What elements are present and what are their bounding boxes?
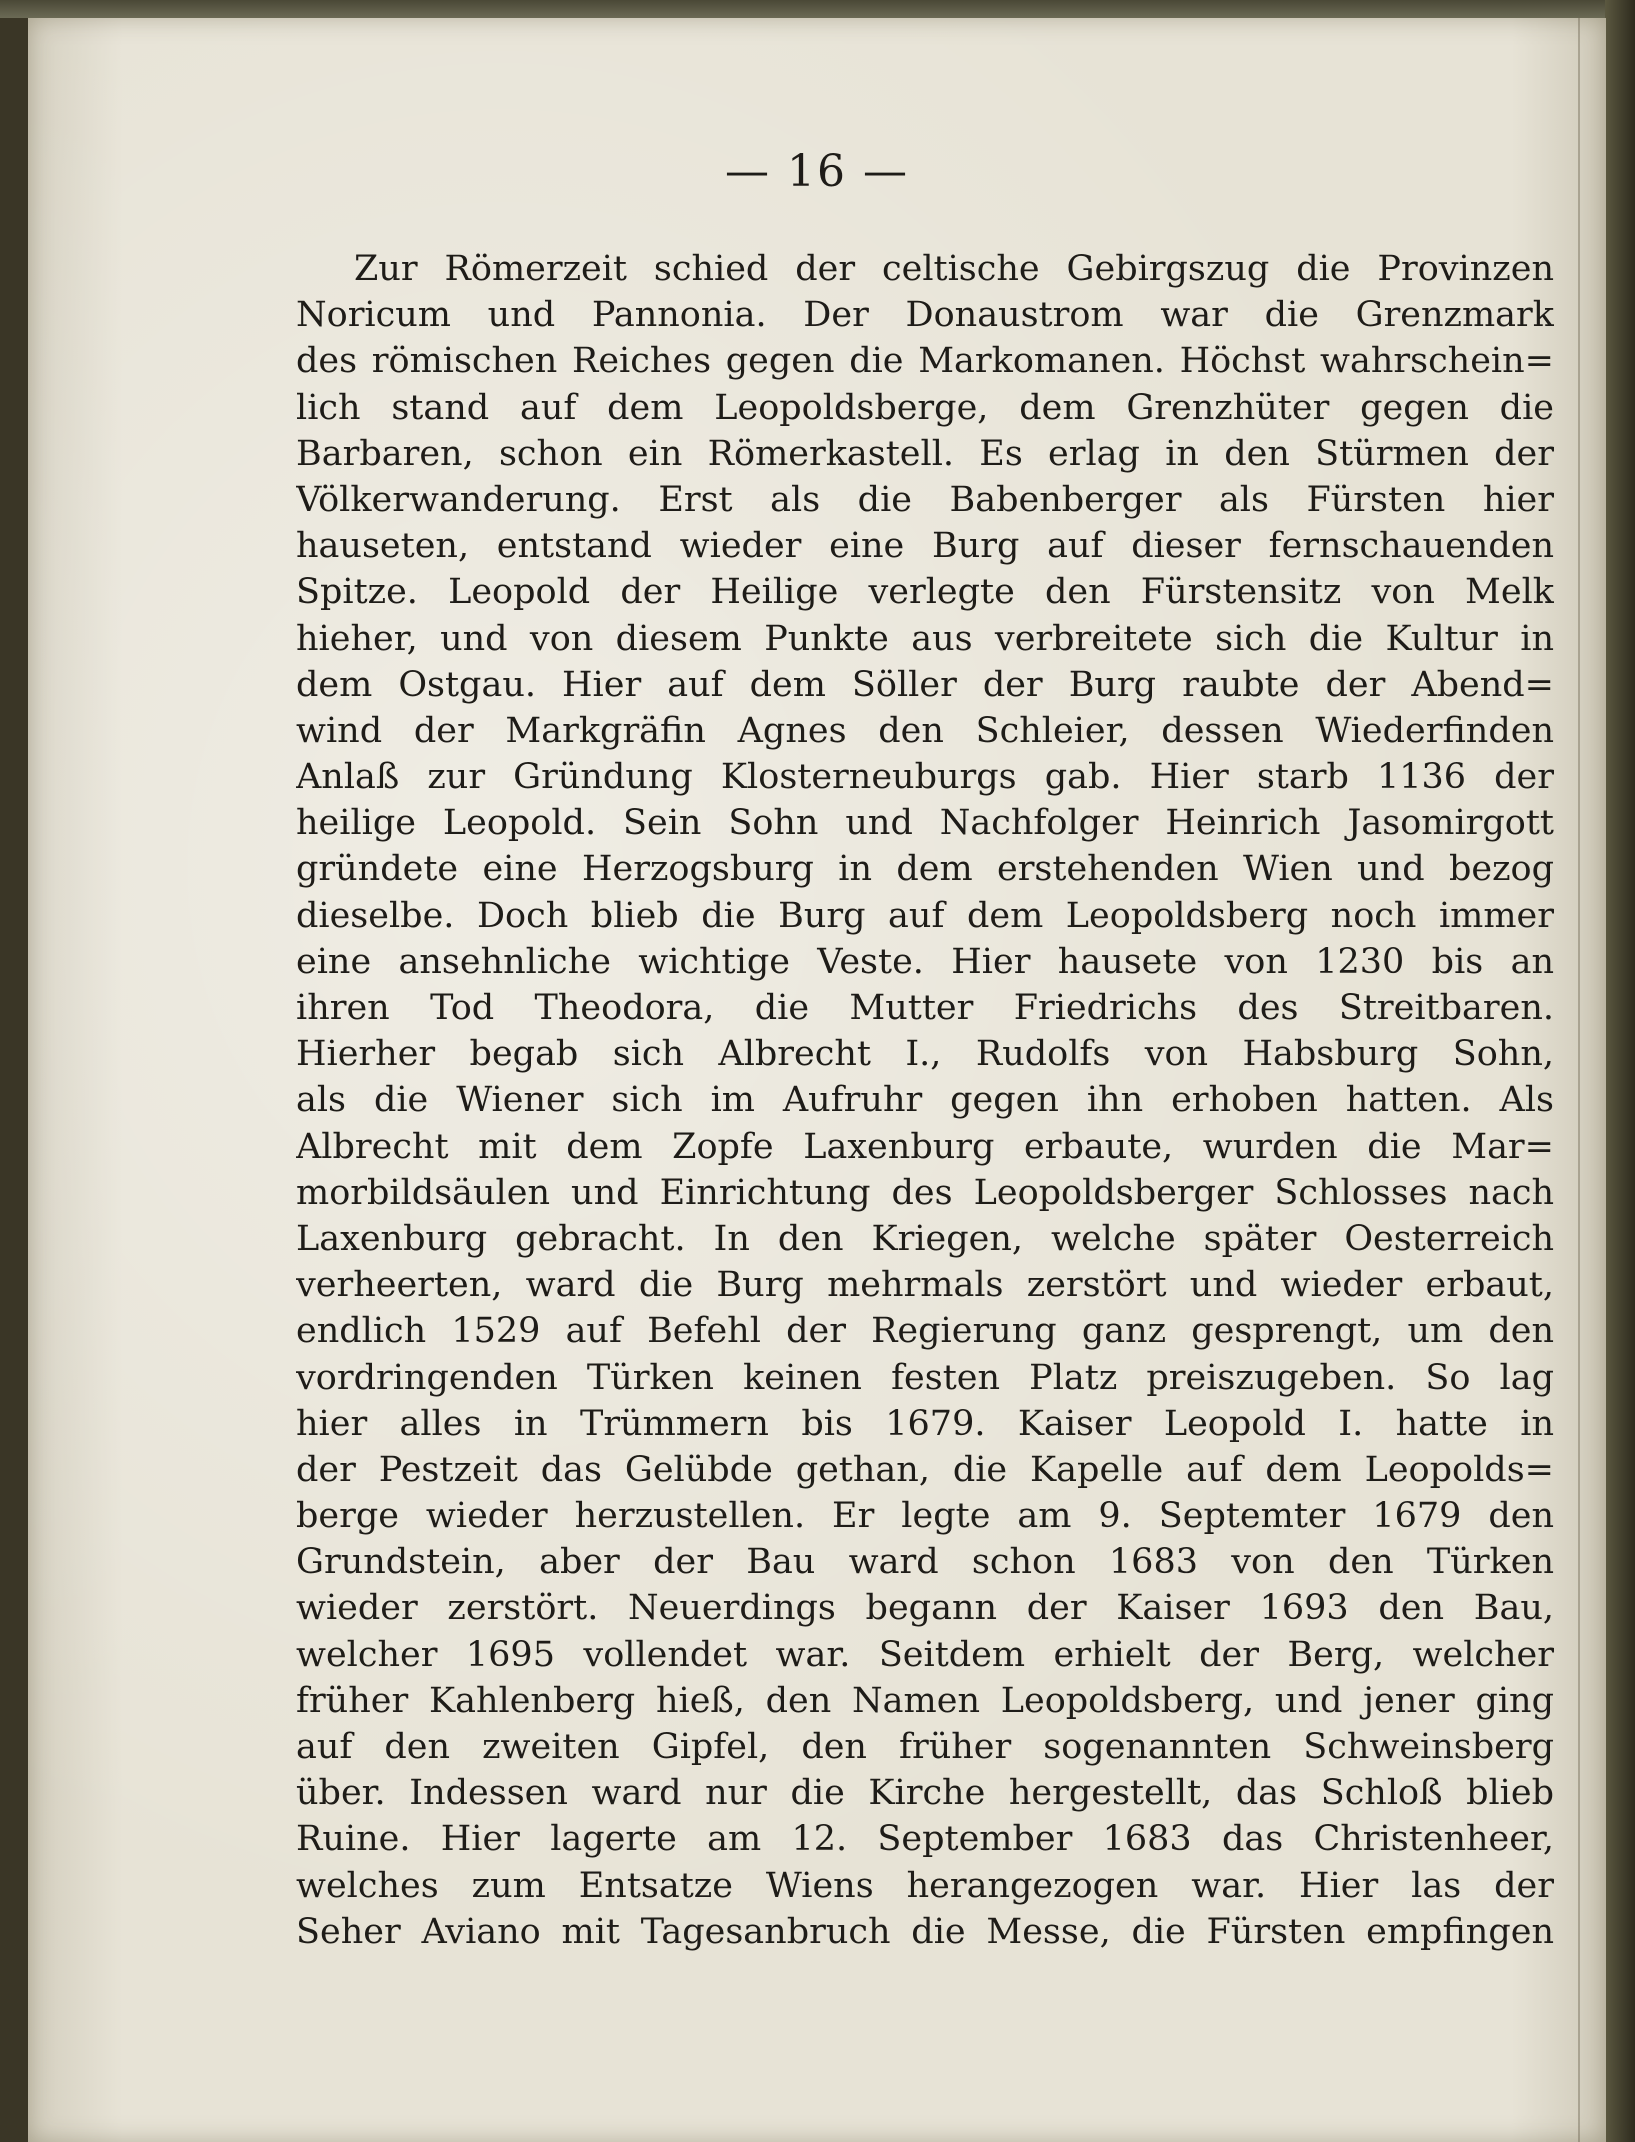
text-line: Völkerwanderung. Erst als die Babenberger als Fürsten hier	[296, 479, 1554, 520]
text-line: Zur Römerzeit schied der celtische Gebirgszug die Provinzen	[354, 249, 1554, 289]
text-line: früher Kahlenberg hieß, den Namen Leopoldsberg, und jener ging	[296, 1680, 1554, 1721]
text-line: heilige Leopold. Sein Sohn und Nachfolger Heinrich Jasomirgott	[296, 803, 1554, 844]
text-line: Ruine. Hier lagerte am 12. September 1683 das Christenheer,	[296, 1819, 1554, 1860]
text-line: vordringenden Türken keinen festen Platz preiszugeben. So lag	[296, 1357, 1554, 1398]
text-line: dieselbe. Doch blieb die Burg auf dem Leopoldsberg noch immer	[296, 895, 1554, 936]
text-line: eine ansehnliche wichtige Veste. Hier hausete von 1230 bis an	[296, 941, 1554, 982]
text-line: Laxenburg gebracht. In den Kriegen, welche später Oesterreich	[296, 1218, 1554, 1259]
text-line: welcher 1695 vollendet war. Seitdem erhielt der Berg, welcher	[296, 1634, 1554, 1675]
text-line: endlich 1529 auf Befehl der Regierung ganz gesprengt, um den	[296, 1311, 1554, 1352]
book-top-edge	[0, 0, 1635, 18]
text-line: der Pestzeit das Gelübde gethan, die Kapelle auf dem Leopolds=	[296, 1449, 1554, 1490]
text-line: verheerten, ward die Burg mehrmals zerstört und wieder erbaut,	[296, 1265, 1554, 1306]
book-right-edge	[1605, 0, 1635, 2142]
book-page	[28, 18, 1606, 2142]
text-line: auf den zweiten Gipfel, den früher sogenannten Schweinsberg	[296, 1727, 1554, 1767]
text-line: Barbaren, schon ein Römerkastell. Es erlag in den Stürmen der	[296, 433, 1554, 474]
text-line: hier alles in Trümmern bis 1679. Kaiser Leopold I. hatte in	[296, 1403, 1554, 1444]
text-line: Seher Aviano mit Tagesanbruch die Messe, die Fürsten empfingen	[296, 1911, 1554, 1952]
text-line: über. Indessen ward nur die Kirche hergestellt, das Schloß blieb	[296, 1773, 1554, 1814]
text-line: des römischen Reiches gegen die Markomanen. Höchst wahrschein=	[296, 341, 1554, 382]
text-line: hauseten, entstand wieder eine Burg auf dieser fernschauenden	[296, 526, 1554, 567]
text-line: wind der Markgräfin Agnes den Schleier, dessen Wiederfinden	[296, 710, 1554, 751]
text-line: als die Wiener sich im Aufruhr gegen ihn erhoben hatten. Als	[296, 1080, 1554, 1121]
text-line: berge wieder herzustellen. Er legte am 9. Septemter 1679 den	[296, 1496, 1554, 1537]
body-text	[296, 246, 1554, 1955]
text-line: lich stand auf dem Leopoldsberge, dem Grenzhüter gegen die	[296, 387, 1554, 428]
page-number: — 16 —	[725, 146, 909, 197]
text-line: morbildsäulen und Einrichtung des Leopoldsberger Schlosses nach	[296, 1172, 1554, 1213]
text-line: Grundstein, aber der Bau ward schon 1683 von den Türken	[296, 1542, 1554, 1583]
text-line: Hierher begab sich Albrecht I., Rudolfs von Habsburg Sohn,	[296, 1034, 1554, 1075]
text-line: Spitze. Leopold der Heilige verlegte den Fürstensitz von Melk	[296, 572, 1554, 613]
text-line: Noricum und Pannonia. Der Donaustrom war die Grenzmark	[296, 295, 1554, 336]
text-line: gründete eine Herzogsburg in dem erstehenden Wien und bezog	[296, 849, 1554, 890]
text-line: hieher, und von diesem Punkte aus verbreitete sich die Kultur in	[296, 618, 1554, 659]
text-line: welches zum Entsatze Wiens herangezogen war. Hier las der	[296, 1865, 1554, 1906]
text-line: ihren Tod Theodora, die Mutter Friedrichs des Streitbaren.	[296, 988, 1554, 1028]
text-line: dem Ostgau. Hier auf dem Söller der Burg raubte der Abend=	[296, 664, 1554, 705]
text-line: wieder zerstört. Neuerdings begann der Kaiser 1693 den Bau,	[296, 1588, 1554, 1629]
text-line: Albrecht mit dem Zopfe Laxenburg erbaute, wurden die Mar=	[296, 1126, 1554, 1167]
page-fold-line	[1578, 18, 1580, 2142]
text-line: Anlaß zur Gründung Klosterneuburgs gab. Hier starb 1136 der	[296, 757, 1554, 798]
